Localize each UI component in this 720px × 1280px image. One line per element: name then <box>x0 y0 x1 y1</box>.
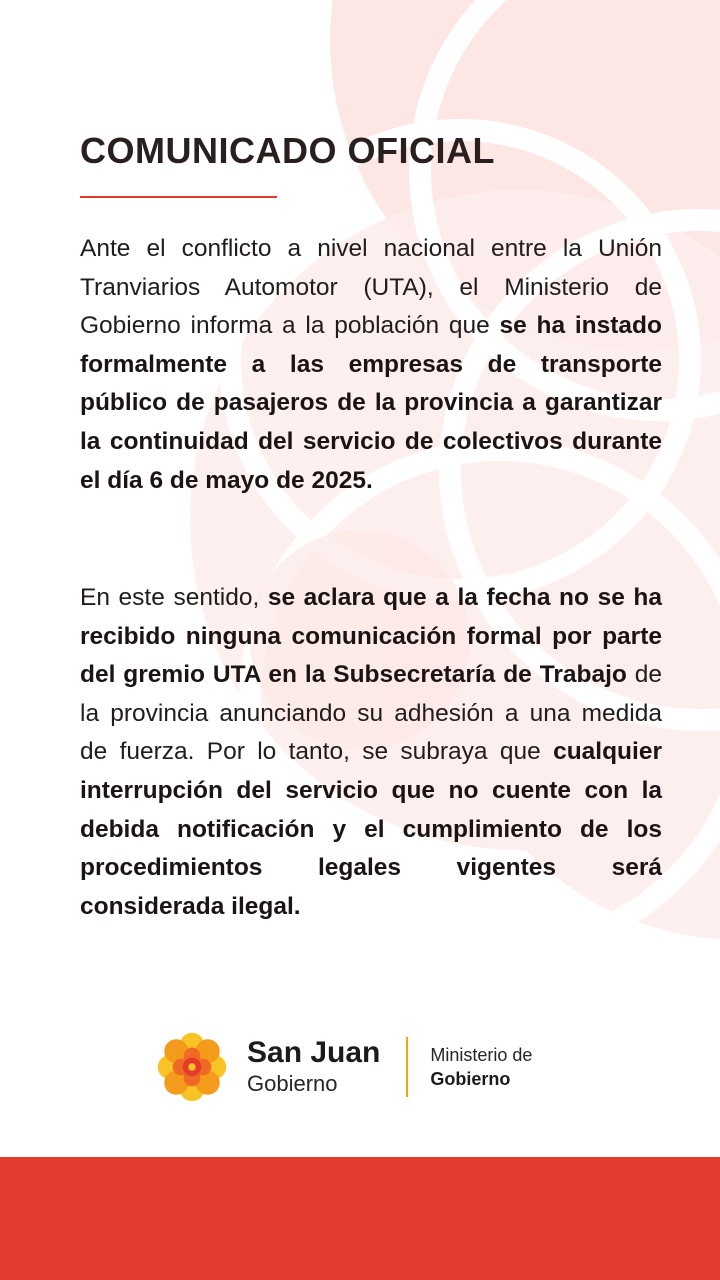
p2-bold-1: se aclara que a la fecha no se ha recibido ninguna comunicación formal por parte del gremio UTA en la Subsecretaría de Trabajo <box>80 584 662 689</box>
brand-subtitle: Gobierno <box>247 1071 338 1096</box>
title-underline <box>80 196 277 198</box>
san-juan-flower-icon <box>155 1030 229 1104</box>
brand-divider <box>406 1037 408 1097</box>
p2-text-1: En este sentido, <box>80 584 268 611</box>
p1-text: Ante el conflicto a nivel nacional entre la Unión Tranviarios Automotor (UTA), el Ministerio de Gobierno informa a la población que <box>80 235 662 340</box>
paragraph-2 <box>80 579 662 926</box>
ministry-label: Ministerio de <box>430 1045 533 1065</box>
ministry-name: Gobierno <box>430 1069 511 1089</box>
p1-bold: se ha instado formalmente a las empresas de transporte público de pasajeros de la provincia a garantizar la continuidad del servicio de colectivos durante el día 6 de mayo de 2025. <box>80 312 662 494</box>
p2-bold-2: cualquier interrupción del servicio que no cuente con la debida notificación y el cumplimiento de los procedimientos legales vigentes será considerada ilegal. <box>80 738 662 920</box>
brand-name: San Juan <box>247 1036 381 1069</box>
p2-text-2: de la provincia anunciando su adhesión a una medida de fuerza. Por lo tanto, se subraya que <box>80 661 662 766</box>
footer-logo <box>155 1030 532 1104</box>
paragraph-1 <box>80 230 662 500</box>
bottom-band <box>0 1157 720 1280</box>
page-title: COMUNICADO OFICIAL <box>80 130 495 171</box>
ministry-block <box>430 1043 532 1091</box>
brand-text <box>247 1037 380 1097</box>
